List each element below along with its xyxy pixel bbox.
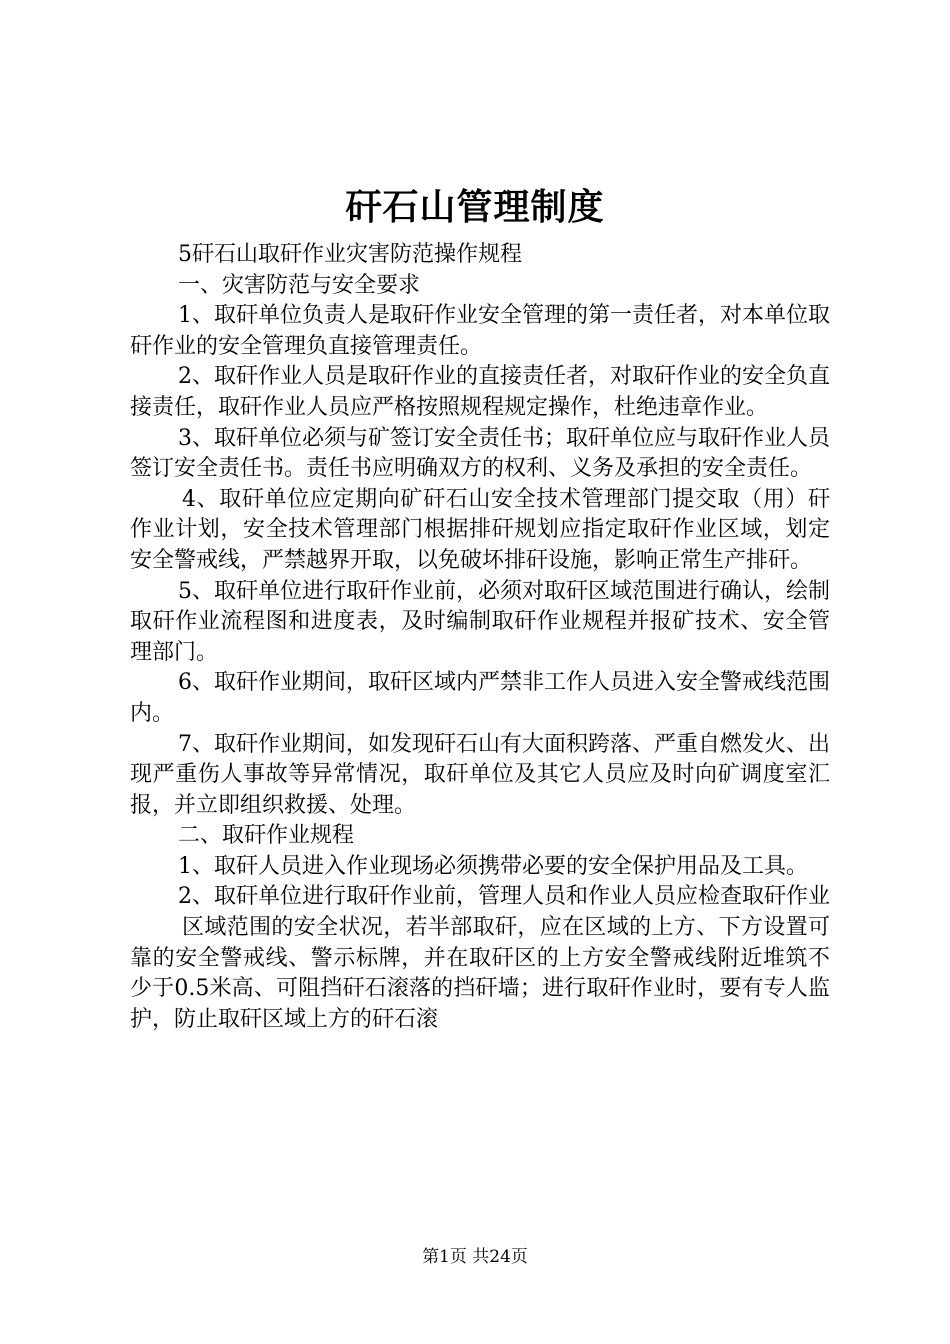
paragraph: 一、灾害防范与安全要求	[178, 272, 421, 298]
paragraph: 2、取矸作业人员是取矸作业的直接责任者，对取矸作业的安全负直接责任，取矸作业人员应严格按照规程规定操作，杜绝违章作业。	[130, 364, 830, 420]
paragraph: 5、取矸单位进行取矸作业前，必须对取矸区域范围进行确认，绘制取矸作业流程图和进度表，及时编制取矸作业规程并报矿技术、安全管理部门。	[130, 578, 830, 665]
page-number-footer: 第1页 共24页	[422, 1247, 528, 1267]
paragraph: 1、取矸人员进入作业现场必须携带必要的安全保护用品及工具。	[178, 853, 808, 879]
document-body	[130, 240, 830, 1035]
paragraph: 6、取矸作业期间，取矸区域内严禁非工作人员进入安全警戒线范围内。	[130, 670, 830, 726]
paragraph: 区域范围的安全状况，若半部取矸，应在区域的上方、下方设置可靠的安全警戒线、警示标牌，并在取矸区的上方安全警戒线附近堆筑不少于0.5米高、可阻挡矸石滚落的挡矸墙；进行取矸作业时，要有专人监护，防止取矸区域上方的矸石滚	[130, 915, 830, 1032]
paragraph: 5矸石山取矸作业灾害防范操作规程	[178, 242, 522, 267]
paragraph: 1、取矸单位负责人是取矸作业安全管理的第一责任者，对本单位取矸作业的安全管理负直接管理责任。	[130, 303, 830, 359]
paragraph: 二、取矸作业规程	[178, 823, 355, 849]
paragraph: 3、取矸单位必须与矿签订安全责任书；取矸单位应与取矸作业人员签订安全责任书。责任书应明确双方的权利、义务及承担的安全责任。	[130, 425, 830, 482]
paragraph: 2、取矸单位进行取矸作业前，管理人员和作业人员应检查取矸作业	[178, 884, 830, 910]
document-title: 矸石山管理制度	[345, 186, 605, 228]
paragraph: 4、取矸单位应定期向矿矸石山安全技术管理部门提交取（用）矸作业计划，安全技术管理部门根据排矸规划应指定取矸作业区域，划定安全警戒线，严禁越界开取，以免破坏排矸设施，影响正常生产排矸。	[130, 486, 830, 573]
paragraph: 7、取矸作业期间，如发现矸石山有大面积跨落、严重自燃发火、出现严重伤人事故等异常情况，取矸单位及其它人员应及时向矿调度室汇报，并立即组织救援、处理。	[130, 731, 830, 818]
